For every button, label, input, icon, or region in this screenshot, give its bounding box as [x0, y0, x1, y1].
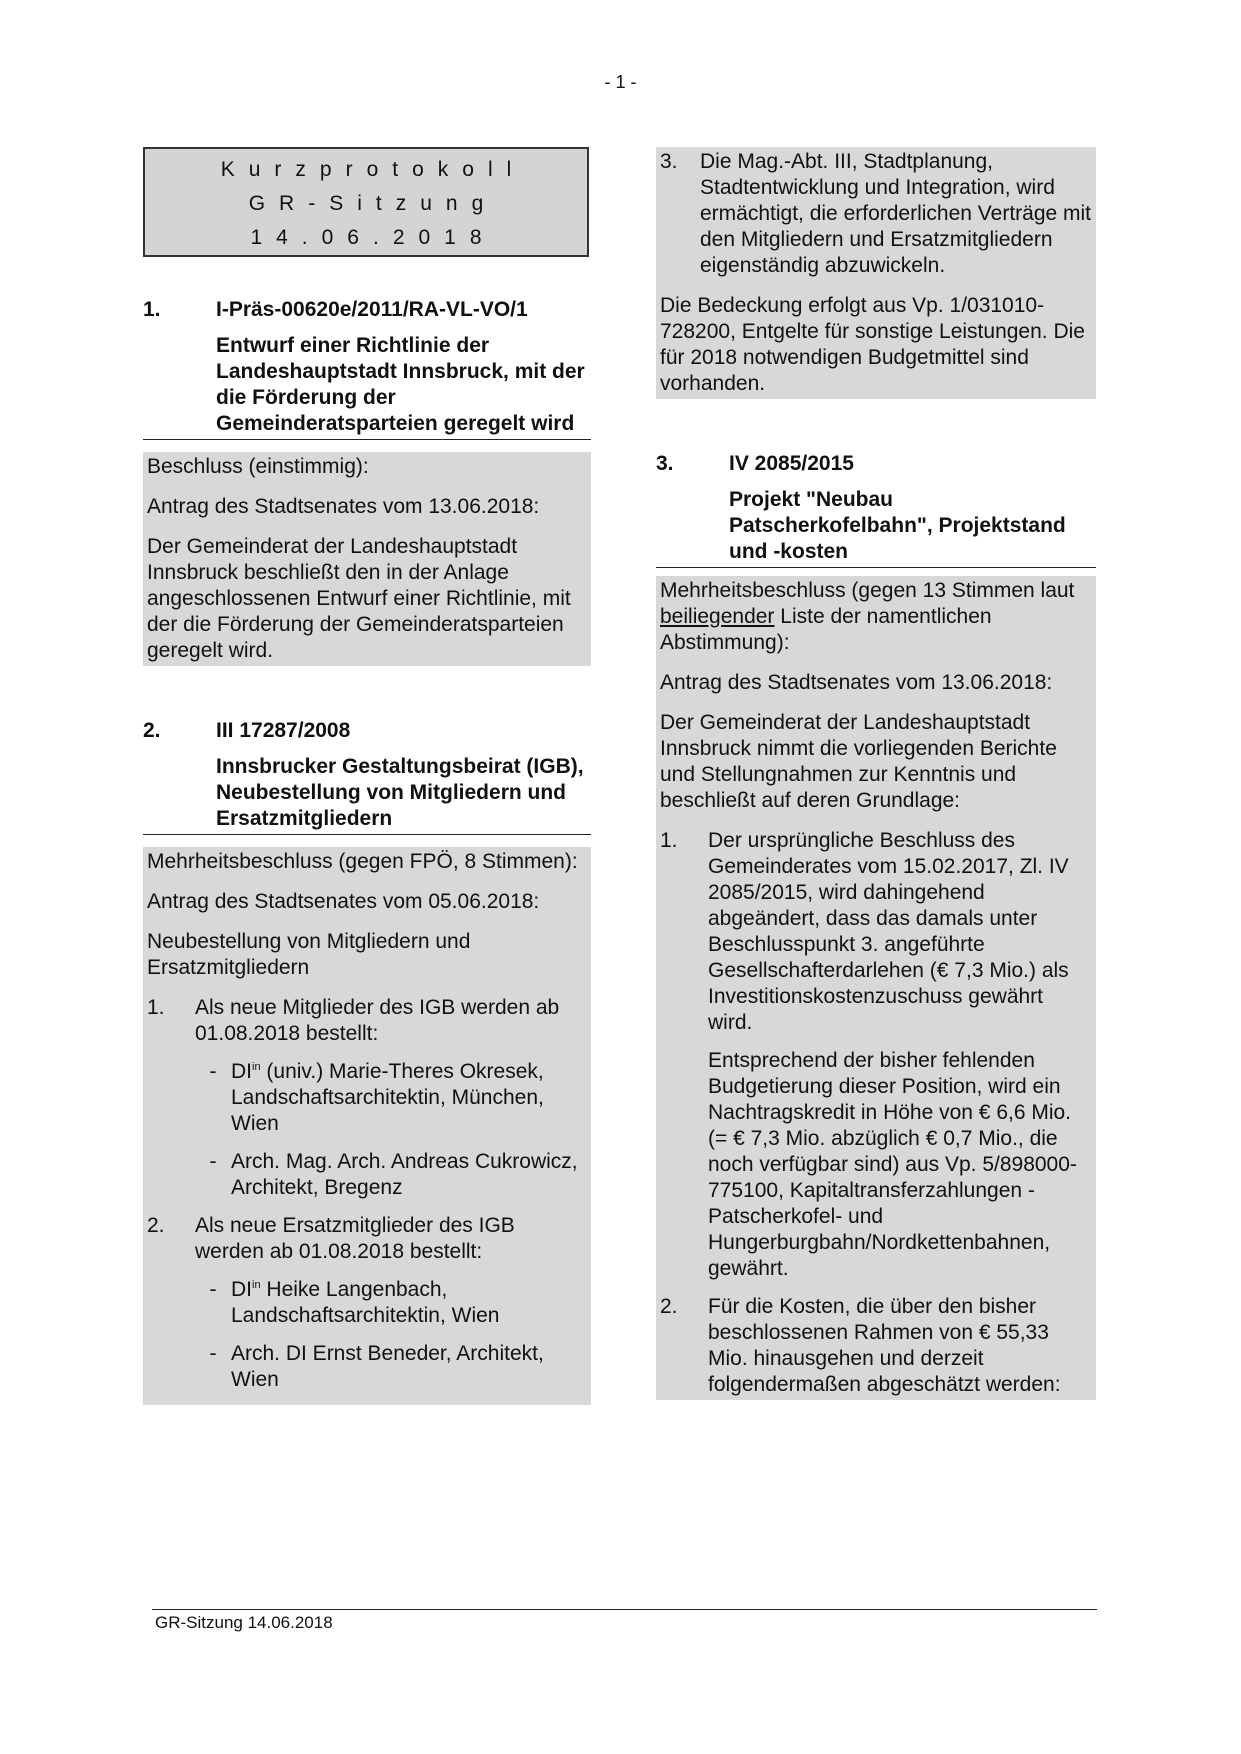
resolution-text: Der Gemeinderat der Landeshauptstadt Innsbruck beschließt den in der Anlage angeschlossenen Entwurf einer Richtlinie, mit der die Förderung der Gemeinderatsparteien geregelt wird.: [147, 535, 571, 662]
agenda-item-2-continued: [656, 147, 1096, 399]
item-title: Innsbrucker Gestaltungsbeirat (IGB), Neubestellung von Mitgliedern und Ersatzmitgliedern: [216, 755, 584, 830]
member-entry: [195, 1059, 587, 1137]
list-text: Als neue Mitglieder des IGB werden ab 01.08.2018 bestellt:: [195, 996, 560, 1045]
title-line-protocol: Kurzprotokoll: [220, 158, 526, 181]
list-text: Als neue Ersatzmitglieder des IGB werden ab 01.08.2018 bestellt:: [195, 1214, 515, 1263]
enclosed-list-link[interactable]: beiliegender: [660, 605, 775, 628]
item-title: Projekt "Neubau Patscherkofelbahn", Projektstand und -kosten: [729, 488, 1066, 563]
left-column: [143, 147, 591, 1405]
list-number: 2.: [147, 1214, 165, 1237]
item-reference: I-Präs-00620e/2011/RA-VL-VO/1: [216, 298, 528, 321]
substitute-list: [195, 1277, 587, 1393]
item-divider: [656, 567, 1096, 568]
list-item: [660, 149, 1092, 279]
list-text: Die Mag.-Abt. III, Stadtplanung, Stadtentwicklung und Integration, wird ermächtigt, die erforderlichen Verträge mit den Mitgliedern und Ersatzmitgliedern eigenständig abzuwickeln.: [700, 150, 1092, 277]
member-text: Arch. Mag. Arch. Andreas Cukrowicz, Architekt, Bregenz: [231, 1150, 578, 1199]
dash-bullet: -: [209, 1060, 217, 1083]
motion-line: Antrag des Stadtsenates vom 05.06.2018:: [147, 890, 540, 913]
item-number: 3.: [656, 452, 674, 475]
coverage-text: Die Bedeckung erfolgt aus Vp. 1/031010-728200, Entgelte für sonstige Leistungen. Die für 2018 notwendigen Budgetmittel sind vorhanden.: [660, 294, 1085, 395]
resolution-type: Beschluss (einstimmig):: [147, 455, 369, 478]
substitute-text: $DI^{in}$ Heike Langenbach, Landschaftsarchitektin, Wien: [231, 1278, 500, 1327]
resolution-text: Der Gemeinderat der Landeshauptstadt Innsbruck nimmt die vorliegenden Berichte und Stellungnahmen zur Kenntnis und beschließt auf deren Grundlage:: [660, 711, 1057, 812]
title-line-date: 14.06.2018: [250, 226, 496, 249]
item-reference: IV 2085/2015: [729, 452, 854, 475]
title-line-session: GR-Sitzung: [248, 192, 498, 215]
resolution-type: Mehrheitsbeschluss (gegen FPÖ, 8 Stimmen):: [147, 850, 578, 873]
member-list: [195, 1059, 587, 1201]
dash-bullet: -: [209, 1150, 217, 1173]
motion-line: Antrag des Stadtsenates vom 13.06.2018:: [660, 671, 1053, 694]
resolution-block: [656, 576, 1096, 1400]
agenda-item-3: [656, 451, 1096, 1400]
item-number: 1.: [143, 298, 161, 321]
list-item: [147, 995, 587, 1201]
item-header: [143, 297, 591, 323]
agenda-item-2: [143, 718, 591, 1405]
list-item: [147, 1213, 587, 1393]
list-text: Der ursprüngliche Beschluss des Gemeinderates vom 15.02.2017, Zl. IV 2085/2015, wird dahingehend abgeändert, dass das damals unter Beschlusspunkt 3. angeführte Gesellschafterdarlehen (€ 7,3 Mio.) als Investitionskostenzuschuss gewährt wird.: [708, 829, 1069, 1034]
member-text: $DI^{in}$ (univ.) Marie-Theres Okresek, Landschaftsarchitektin, München, Wien: [231, 1060, 544, 1135]
item-header: [143, 718, 591, 744]
resolution-block: [143, 847, 591, 1405]
resolution-type: Mehrheitsbeschluss (gegen 13 Stimmen laut beiliegender Liste der namentlichen Abstimmung):: [660, 579, 1075, 654]
substitute-entry: [195, 1277, 587, 1329]
title-box: [143, 147, 589, 257]
list-number: 1.: [147, 996, 165, 1019]
item-divider: [143, 439, 591, 440]
list-item: [660, 1294, 1092, 1398]
item-reference: III 17287/2008: [216, 719, 351, 742]
item-divider: [143, 834, 591, 835]
footer-divider: [152, 1609, 1097, 1610]
resolution-intro: Neubestellung von Mitgliedern und Ersatzmitgliedern: [147, 930, 471, 979]
list-number: 3.: [660, 150, 678, 173]
list-text-continued: Entsprechend der bisher fehlenden Budgetierung dieser Position, wird ein Nachtragskredit in Höhe von € 6,6 Mio. (= € 7,3 Mio. abzüglich € 0,7 Mio., die noch verfügbar sind) aus Vp. 5/898000-775100, Kapitaltransferzahlungen - Patscherkofel- und Hungerburgbahn/Nordkettenbahnen, gewährt.: [708, 1049, 1077, 1280]
resolution-block: [143, 452, 591, 666]
numbered-list: [147, 995, 587, 1393]
substitute-entry: [195, 1341, 587, 1393]
substitute-text: Arch. DI Ernst Beneder, Architekt, Wien: [231, 1342, 544, 1391]
list-number: 2.: [660, 1295, 678, 1318]
resolution-block-continued: [656, 147, 1096, 399]
right-column: [656, 147, 1096, 1400]
footer-text: GR-Sitzung 14.06.2018: [155, 1613, 333, 1632]
list-number: 1.: [660, 829, 678, 852]
member-entry: [195, 1149, 587, 1201]
numbered-list: [660, 828, 1092, 1398]
motion-line: Antrag des Stadtsenates vom 13.06.2018:: [147, 495, 540, 518]
list-item: [660, 828, 1092, 1282]
page-number: - 1 -: [604, 72, 637, 92]
list-text: Für die Kosten, die über den bisher beschlossenen Rahmen von € 55,33 Mio. hinausgehen und derzeit folgendermaßen abgeschätzt werden:: [708, 1295, 1061, 1396]
item-number: 2.: [143, 719, 161, 742]
dash-bullet: -: [209, 1278, 217, 1301]
agenda-item-1: [143, 297, 591, 666]
dash-bullet: -: [209, 1342, 217, 1365]
item-header: [656, 451, 1096, 477]
item-title: Entwurf einer Richtlinie der Landeshauptstadt Innsbruck, mit der die Förderung der Gemeinderatsparteien geregelt wird: [216, 334, 585, 435]
